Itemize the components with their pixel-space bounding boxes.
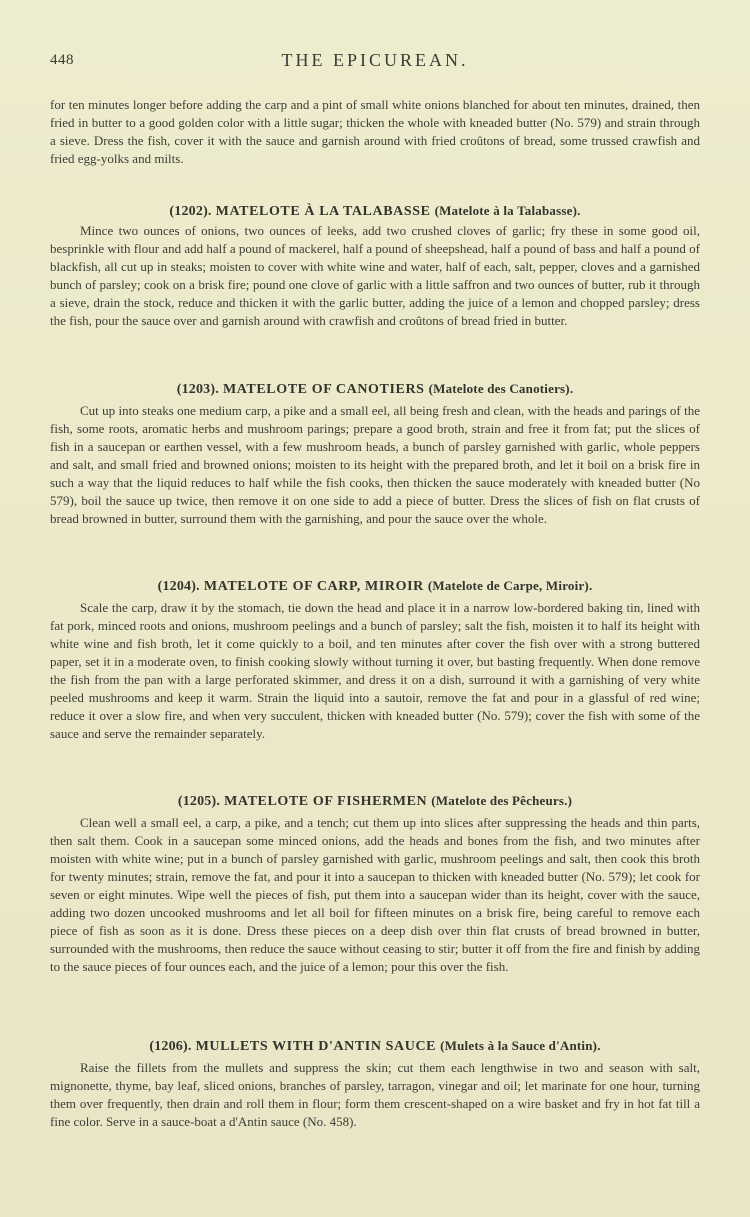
recipe-french-title: (Matelote de Carpe, Miroir).: [427, 578, 593, 593]
recipe-title: MATELOTE OF CANOTIERS: [222, 382, 425, 397]
recipe-body-1205: Clean well a small eel, a carp, a pike, and a tench; cut them up into slices after suppressing the heads and thin parts, then salt them. Cook in a saucepan some minced onions, add the heads and bones from the fish, and two minutes after moisten with white wine; put in a bunch of parsley garnished with garlic, mushroom peelings and salt, then cook this broth for twenty minutes; strain, remove the fat, and pour it into a saucepan to thicken with kneaded butter (No. 579); let cook for seven or eight minutes. Wipe well the pieces of fish, put them into a saucepan wider than its height, cover with the sauce, adding two dozen uncooked mushrooms and let all boil for fifteen minutes on a brisk fire, being careful to remove each piece of fish as soon as it is done. Dress these pieces on a deep dish over thin flat crusts of bread browned in butter, surrounded with the mushrooms, then reduce the sauce without ceasing to stir; butter it off from the fire and finish by adding to the sauce pieces of four ounces each, and the juice of a lemon; pour this over the fish.: [50, 815, 700, 974]
recipe-body-1202: Mince two ounces of onions, two ounces of leeks, add two crushed cloves of garlic; fry these in some good oil, besprinkle with flour and add half a pound of mackerel, half a pound of sheepshead, half a pound of bass and half a pound of blackfish, all cut up in steaks; moisten to cover with white wine and water, half of each, salt, pepper, cloves and a garnished bunch of parsley; cook on a brisk fire; pound one clove of garlic with a little saffron and two ounces of butter, rub it through a sieve, drain the stock, reduce and thicken it with the garlic butter, adding the juice of a lemon and chopped parsley; dress the fish, pour the sauce over and garnish around with crawfish and croûtons of bread fried in butter.: [50, 223, 700, 328]
recipe-heading-1204: [50, 577, 700, 595]
recipe-french-title: (Matelote des Pêcheurs.): [431, 793, 573, 808]
recipe-number: (1204).: [157, 579, 200, 594]
recipe-french-title: (Matelote des Canotiers).: [428, 381, 574, 396]
recipe-body-1204: Scale the carp, draw it by the stomach, tie down the head and place it in a narrow low-bordered baking tin, lined with fat pork, minced roots and onions, mushroom peelings and a bunch of parsley; salt the fish, moisten it to half its height with white wine and fish broth, let it come quickly to a boil, and ten minutes after cover the fish over with a strong buttered paper, set it in a moderate oven, to finish cooking slowly without turning it over, but basting frequently. When done remove the fish from the pan with a large perforated skimmer, and dress it on a dish, surround it with a garnishing of very white peeled mushrooms and keep it warm. Strain the liquid into a sautoir, remove the fat and pour in a glassful of red wine; reduce it over a slow fire, and when very succulent, thicken with kneaded butter (No. 579); cover the fish with some of the sauce and serve the remainder separately.: [50, 600, 700, 741]
recipe-number: (1203).: [176, 382, 219, 397]
recipe-heading-1202: [50, 202, 700, 220]
page-number: 448: [50, 52, 74, 68]
recipe-french-title: (Mulets à la Sauce d'Antin).: [440, 1038, 601, 1053]
recipe-title: MATELOTE À LA TALABASSE: [215, 204, 431, 219]
recipe-number: (1206).: [149, 1039, 192, 1054]
recipe-heading-1205: [50, 792, 700, 810]
recipe-heading-1203: [50, 380, 700, 398]
recipe-title: MATELOTE OF CARP, MIROIR: [203, 579, 424, 594]
recipe-title: MATELOTE OF FISHERMEN: [224, 794, 428, 809]
recipe-number: (1205).: [177, 794, 221, 809]
running-title: THE EPICUREAN.: [281, 50, 469, 70]
recipe-body-1206: Raise the fillets from the mullets and suppress the skin; cut them each lengthwise in two and season with salt, mignonette, thyme, bay leaf, sliced onions, branches of parsley, tarragon, vinegar and oil; let marinate for one hour, turning them over frequently, then drain and roll them in flour; form them crescent-shaped on a wire basket and fry in hot fat till a fine color. Serve in a sauce-boat a d'Antin sauce (No. 458).: [50, 1060, 700, 1129]
recipe-french-title: (Matelote à la Talabasse).: [434, 203, 581, 218]
recipe-title: MULLETS WITH D'ANTIN SAUCE: [195, 1039, 437, 1054]
intro-paragraph: for ten minutes longer before adding the carp and a pint of small white onions blanched for about ten minutes, drained, then fried in butter to a good golden color with a little sugar; thicken the whole with kneaded butter (No. 579) and strain through a sieve. Dress the fish, cover it with the sauce and garnish around with fried croûtons of bread, some trussed crawfish and fried egg-yolks and milts.: [50, 97, 700, 166]
recipe-heading-1206: [50, 1037, 700, 1055]
recipe-number: (1202).: [169, 204, 212, 219]
recipe-body-1203: Cut up into steaks one medium carp, a pike and a small eel, all being fresh and clean, with the heads and parings of the fish, some roots, aromatic herbs and mushroom parings; prepare a good broth, strain and free it from fat; put the slices of fish in a saucepan or earthen vessel, with a few mushroom heads, a bunch of parsley garnished with garlic, whole peppers and salt, and small fried and browned onions; moisten to its height with the prepared broth, and let it boil on a brisk fire in such a way that the liquid reduces to half while the fish cooks, then thicken the sauce moderately with kneaded butter (No 579), boil the sauce up twice, then remove it on one side to add a piece of butter. Dress the slices of fish on flat crusts of bread browned in butter, surround them with the garnishing, and pour the sauce over the whole.: [50, 403, 700, 526]
page-header: [50, 50, 700, 74]
